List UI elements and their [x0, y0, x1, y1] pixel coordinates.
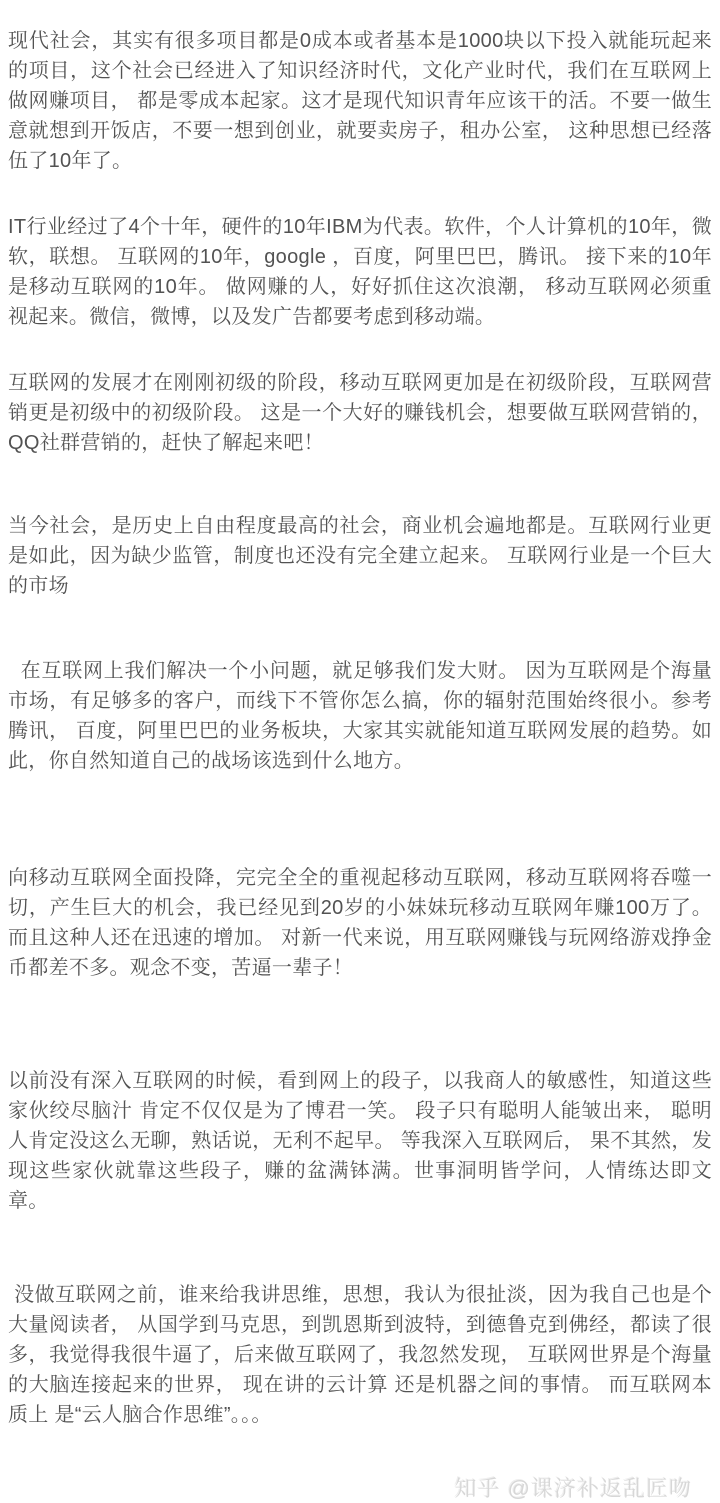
- paragraph-2: IT行业经过了4个十年，硬件的10年IBM为代表。软件，个人计算机的10年，微软，联想。 互联网的10年，google ，百度，阿里巴巴，腾讯。 接下来的10年是移动互联网的10年。 做网赚的人，好好抓住这次浪潮， 移动互联网必须重视起来。微信，微博，以及发广告都要考虑到移动端。: [8, 216, 712, 328]
- paragraph-4: 当今社会，是历史上自由程度最高的社会，商业机会遍地都是。互联网行业更是如此，因为缺少监管，制度也还没有完全建立起来。 互联网行业是一个巨大的市场: [8, 515, 712, 597]
- paragraph-7: 以前没有深入互联网的时候，看到网上的段子，以我商人的敏感性，知道这些家伙绞尽脑汁 肯定不仅仅是为了博君一笑。 段子只有聪明人能皱出来， 聪明人肯定没这么无聊，熟话说，无利不起早。 等我深入互联网后， 果不其然，发现这些家伙就靠这些段子，赚的盆满钵满。世事洞明皆学问，人情练达即文章。: [8, 1070, 712, 1212]
- paragraph-1: 现代社会，其实有很多项目都是0成本或者基本是1000块以下投入就能玩起来的项目，这个社会已经进入了知识经济时代，文化产业时代，我们在互联网上做网赚项目， 都是零成本起家。这才是现代知识青年应该干的活。不要一做生意就想到开饭店，不要一想到创业，就要卖房子，租办公室， 这种思想已经落伍了10年了。: [8, 30, 712, 172]
- paragraph-8: 没做互联网之前，谁来给我讲思维，思想，我认为很扯淡，因为我自己也是个大量阅读者， 从国学到马克思，到凯恩斯到波特，到德鲁克到佛经，都读了很多，我觉得我很牛逼了，后来做互联网了，我忽然发现， 互联网世界是个海量的大脑连接起来的世界， 现在讲的云计算 还是机器之间的事情。 而互联网本质上 是“云人脑合作思维”。。。: [8, 1284, 712, 1426]
- paragraph-3: 互联网的发展才在刚刚初级的阶段，移动互联网更加是在初级阶段，互联网营销更是初级中的初级阶段。 这是一个大好的赚钱机会，想要做互联网营销的，QQ社群营销的，赶快了解起来吧！: [8, 372, 712, 454]
- paragraph-5: 在互联网上我们解决一个小问题，就足够我们发大财。 因为互联网是个海量市场，有足够多的客户，而线下不管你怎么搞，你的辐射范围始终很小。参考 腾讯， 百度，阿里巴巴的业务板块，大家其实就能知道互联网发展的趋势。如此，你自然知道自己的战场该选到什么地方。: [8, 660, 718, 772]
- paragraph-6: 向移动互联网全面投降，完完全全的重视起移动互联网，移动互联网将吞噬一切，产生巨大的机会，我已经见到20岁的小妹妹玩移动互联网年赚100万了。而且这种人还在迅速的增加。 对新一代来说，用互联网赚钱与玩网络游戏挣金币都差不多。观念不变，苦逼一辈子！: [8, 867, 712, 979]
- zhihu-watermark: 知乎 @课济补返乱匠吻: [454, 1476, 692, 1501]
